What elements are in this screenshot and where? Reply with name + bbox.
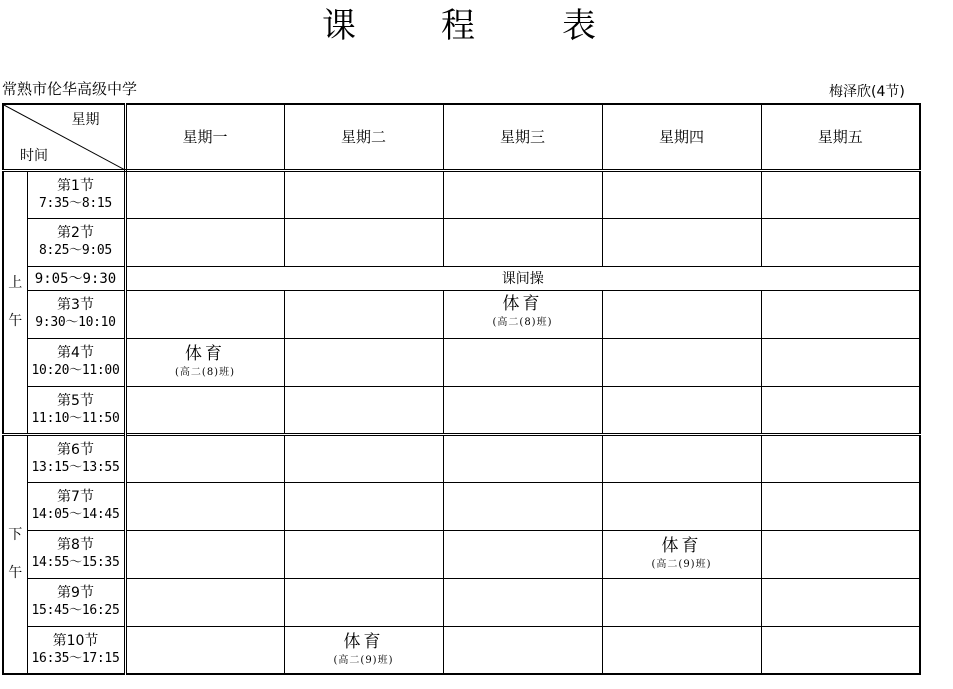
course-class: (高二(8)班) xyxy=(492,316,553,328)
course-cell xyxy=(284,626,443,674)
course-class: (高二(8)班) xyxy=(175,367,235,378)
period-time: 11:10～11:50 xyxy=(31,410,120,426)
schedule-cell xyxy=(284,290,443,338)
schedule-cell xyxy=(602,170,761,218)
period-name: 第1节 xyxy=(57,177,94,194)
period-name: 第9节 xyxy=(57,585,94,601)
schedule-cell xyxy=(125,218,284,266)
schedule-cell xyxy=(602,218,761,266)
schedule-cell xyxy=(284,338,443,386)
period-name: 第6节 xyxy=(57,441,94,458)
table-row xyxy=(3,434,920,482)
title-char: 表 xyxy=(562,6,596,46)
period-time: 15:45～16:25 xyxy=(31,603,120,618)
teacher-name: 梅泽欣(4节) xyxy=(829,84,905,100)
day-header: 星期一 xyxy=(125,104,284,170)
period-time: 14:55～15:35 xyxy=(31,555,120,570)
period-cell xyxy=(27,530,125,578)
corner-cell xyxy=(3,104,125,170)
course-name: 体育 xyxy=(185,344,225,364)
period-cell xyxy=(27,482,125,530)
period-cell xyxy=(27,626,125,674)
schedule-cell xyxy=(125,290,284,338)
schedule-cell xyxy=(602,578,761,626)
day-header: 星期二 xyxy=(284,104,443,170)
period-cell xyxy=(27,434,125,482)
schedule-cell xyxy=(761,482,920,530)
schedule-cell xyxy=(443,338,602,386)
schedule-cell xyxy=(125,530,284,578)
table-row xyxy=(3,482,920,530)
corner-time-label: 时间 xyxy=(20,147,48,164)
schedule-cell xyxy=(443,626,602,674)
schedule-cell xyxy=(125,626,284,674)
timetable xyxy=(2,103,921,675)
schedule-cell xyxy=(284,578,443,626)
day-header: 星期三 xyxy=(443,104,602,170)
schedule-cell xyxy=(761,626,920,674)
schedule-cell xyxy=(443,170,602,218)
schedule-cell xyxy=(443,482,602,530)
period-time: 13:15～13:55 xyxy=(31,459,120,475)
schedule-cell xyxy=(443,218,602,266)
schedule-cell xyxy=(284,170,443,218)
period-cell xyxy=(27,386,125,434)
course-cell xyxy=(443,290,602,338)
table-row xyxy=(3,578,920,626)
schedule-cell xyxy=(602,386,761,434)
morning-label: 上 午 xyxy=(3,170,27,434)
table-row xyxy=(3,170,920,218)
table-row xyxy=(3,290,920,338)
period-time: 9:30～10:10 xyxy=(35,315,116,330)
schedule-cell xyxy=(284,530,443,578)
period-cell xyxy=(27,170,125,218)
schedule-cell xyxy=(602,626,761,674)
schedule-cell xyxy=(125,482,284,530)
day-header: 星期五 xyxy=(761,104,920,170)
table-row xyxy=(3,386,920,434)
course-cell xyxy=(125,338,284,386)
schedule-cell xyxy=(602,434,761,482)
schedule-cell xyxy=(761,386,920,434)
header-row xyxy=(3,104,920,170)
break-name: 课间操 xyxy=(125,266,920,290)
period-cell xyxy=(27,578,125,626)
period-name: 第4节 xyxy=(57,345,94,361)
title-char: 程 xyxy=(441,6,475,46)
table-row xyxy=(3,626,920,674)
period-cell xyxy=(27,218,125,266)
schedule-cell xyxy=(125,578,284,626)
period-name: 第7节 xyxy=(57,489,94,505)
period-name: 第8节 xyxy=(57,537,94,553)
table-row xyxy=(3,530,920,578)
course-name: 体育 xyxy=(661,536,702,556)
course-name: 体育 xyxy=(343,631,384,652)
course-class: (高二(9)班) xyxy=(333,654,394,666)
schedule-cell xyxy=(284,386,443,434)
period-cell xyxy=(27,338,125,386)
page-title xyxy=(0,2,953,50)
schedule-cell xyxy=(284,434,443,482)
period-time: 8:25～9:05 xyxy=(39,243,112,258)
schedule-cell xyxy=(125,434,284,482)
schedule-cell xyxy=(125,386,284,434)
schedule-cell xyxy=(761,578,920,626)
schedule-cell xyxy=(284,218,443,266)
table-row xyxy=(3,218,920,266)
schedule-cell xyxy=(761,338,920,386)
period-name: 第3节 xyxy=(57,297,94,313)
table-row xyxy=(3,338,920,386)
schedule-cell xyxy=(761,218,920,266)
day-header: 星期四 xyxy=(602,104,761,170)
schedule-cell xyxy=(443,434,602,482)
afternoon-label: 下 午 xyxy=(3,434,27,674)
schedule-cell xyxy=(443,386,602,434)
schedule-cell xyxy=(761,434,920,482)
course-name: 体育 xyxy=(502,293,543,314)
schedule-cell xyxy=(602,290,761,338)
period-name: 第10节 xyxy=(52,632,99,649)
period-name: 第2节 xyxy=(57,225,94,241)
course-cell xyxy=(602,530,761,578)
break-row xyxy=(3,266,920,290)
corner-day-label: 星期 xyxy=(71,112,100,128)
school-name: 常熟市伦华高级中学 xyxy=(2,80,138,98)
course-class: (高二(9)班) xyxy=(651,559,712,570)
period-time: 7:35～8:15 xyxy=(39,195,112,211)
break-time: 9:05～9:30 xyxy=(27,266,125,290)
period-cell xyxy=(27,290,125,338)
schedule-cell xyxy=(761,170,920,218)
period-time: 16:35～17:15 xyxy=(31,650,120,666)
schedule-cell xyxy=(602,338,761,386)
schedule-cell xyxy=(602,482,761,530)
schedule-cell xyxy=(761,530,920,578)
schedule-cell xyxy=(443,530,602,578)
period-name: 第5节 xyxy=(57,392,94,409)
schedule-cell xyxy=(761,290,920,338)
title-char: 课 xyxy=(322,6,356,46)
schedule-cell xyxy=(284,482,443,530)
period-time: 14:05～14:45 xyxy=(31,507,120,522)
schedule-cell xyxy=(125,170,284,218)
schedule-cell xyxy=(443,578,602,626)
period-time: 10:20～11:00 xyxy=(31,363,120,378)
